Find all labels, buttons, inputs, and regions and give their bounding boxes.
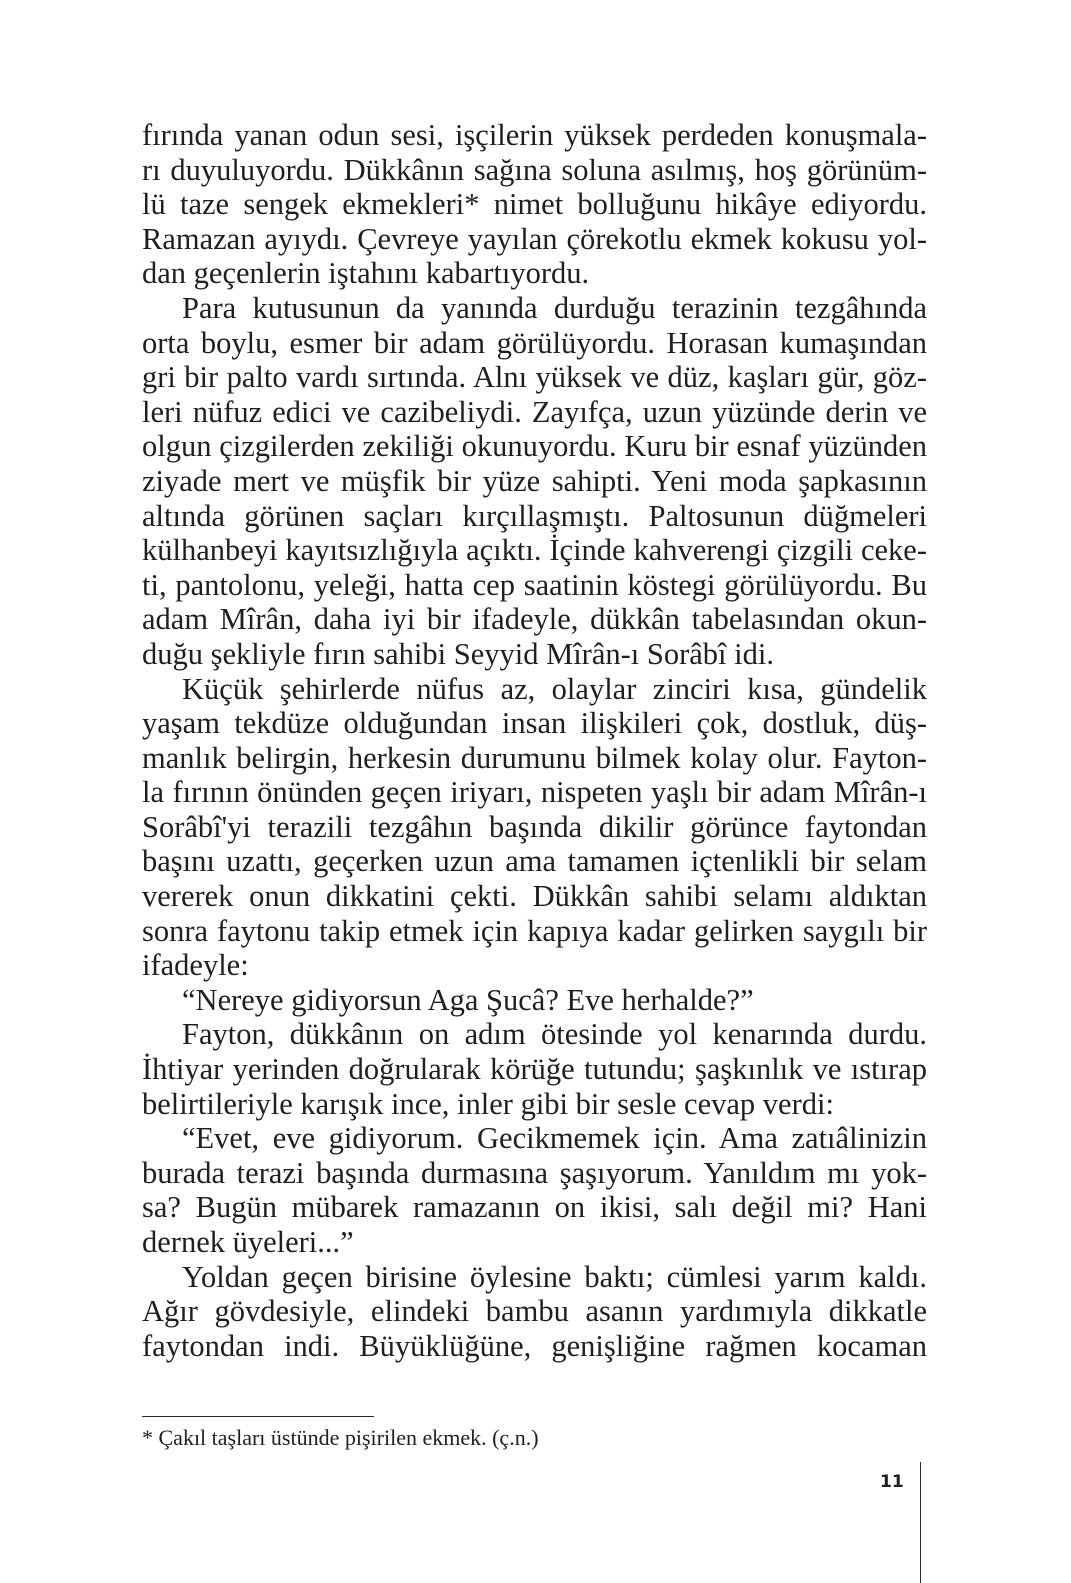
body-line: burada terazi başında durmasına şaşıyorum. Yanıldım mı yok- xyxy=(142,1155,927,1190)
body-line: vererek onun dikkatini çekti. Dükkân sahibi selamı aldıktan xyxy=(142,879,927,914)
paragraph-start-line: Yoldan geçen birisine öylesine baktı; cümlesi yarım kaldı. xyxy=(182,1259,927,1294)
body-line: külhanbeyi kayıtsızlığıyla açıktı. İçinde kahverengi çizgili ceke- xyxy=(142,533,927,568)
body-line: lü taze sengek ekmekleri* nimet bolluğunu hikâye ediyordu. xyxy=(142,187,927,222)
body-line: dan geçenlerin iştahını kabartıyordu. xyxy=(142,256,590,291)
body-line: Sorâbî'yi terazili tezgâhın başında dikilir görünce faytondan xyxy=(142,809,927,844)
body-line: adam Mîrân, daha iyi bir ifadeyle, dükkân tabelasından okun- xyxy=(142,602,927,637)
body-line: olgun çizgilerden zekiliği okunuyordu. Kuru bir esnaf yüzünden xyxy=(142,429,927,464)
body-line: faytondan indi. Büyüklüğüne, genişliğine rağmen kocaman xyxy=(142,1328,927,1363)
body-line: duğu şekliyle fırın sahibi Seyyid Mîrân-ı Sorâbî idi. xyxy=(142,636,774,671)
dialogue-line: “Nereye gidiyorsun Aga Şucâ? Eve herhalde?” xyxy=(182,982,754,1017)
body-line: ti, pantolonu, yeleği, hatta cep saatinin köstegi görülüyordu. Bu xyxy=(142,567,927,602)
body-line: sa? Bugün mübarek ramazanın on ikisi, salı değil mi? Hani xyxy=(142,1190,927,1225)
body-line: İhtiyar yerinden doğrularak körüğe tutundu; şaşkınlık ve ıstırap xyxy=(142,1052,927,1087)
body-line: la fırının önünden geçen iriyarı, nispeten yaşlı bir adam Mîrân-ı xyxy=(142,775,927,810)
body-line: Ramazan ayıydı. Çevreye yayılan çörekotlu ekmek kokusu yol- xyxy=(142,221,927,256)
body-line: ziyade mert ve müşfik bir yüze sahipti. Yeni moda şapkasının xyxy=(142,463,927,498)
body-line: sonra faytonu takip etmek için kapıya kadar gelirken saygılı bir xyxy=(142,913,927,948)
body-line: gri bir palto vardı sırtında. Alnı yüksek ve düz, kaşları gür, göz- xyxy=(142,360,927,395)
page-number: 11 xyxy=(880,1472,904,1492)
body-text xyxy=(142,118,927,1363)
margin-rule xyxy=(920,1462,921,1583)
body-line: Ağır gövdesiyle, elindeki bambu asanın yardımıyla dikkatle xyxy=(142,1294,927,1329)
body-line: ifadeyle: xyxy=(142,948,249,983)
body-line: leri nüfuz edici ve cazibeliydi. Zayıfça, uzun yüzünde derin ve xyxy=(142,394,927,429)
body-line: yaşam tekdüze olduğundan insan ilişkileri çok, dostluk, düş- xyxy=(142,706,927,741)
body-line: dernek üyeleri...” xyxy=(142,1225,354,1259)
paragraph-start-line: Para kutusunun da yanında durduğu terazinin tezgâhında xyxy=(182,290,927,325)
body-line: başını uzattı, geçerken uzun ama tamamen içtenlikli bir selam xyxy=(142,844,927,879)
body-line: rı duyuluyordu. Dükkânın sağına soluna asılmış, hoş görünüm- xyxy=(142,152,927,187)
paragraph-start-line: Küçük şehirlerde nüfus az, olaylar zinciri kısa, gündelik xyxy=(182,671,927,706)
footnote: * Çakıl taşları üstünde pişirilen ekmek. (ç.n.) xyxy=(142,1425,539,1450)
body-line: belirtileriyle karışık ince, inler gibi bir sesle cevap verdi: xyxy=(142,1086,834,1121)
paragraph-start-line: Fayton, dükkânın on adım ötesinde yol kenarında durdu. xyxy=(182,1017,927,1052)
body-line: fırında yanan odun sesi, işçilerin yüksek perdeden konuşmala- xyxy=(142,118,927,152)
body-line: orta boylu, esmer bir adam görülüyordu. Horasan kumaşından xyxy=(142,325,927,360)
footnote-divider xyxy=(142,1416,374,1417)
body-line: altında görünen saçları kırçıllaşmıştı. Paltosunun düğmeleri xyxy=(142,498,927,533)
body-line: manlık belirgin, herkesin durumunu bilmek kolay olur. Fayton- xyxy=(142,740,927,775)
dialogue-line: “Evet, eve gidiyorum. Gecikmemek için. Ama zatıâlinizin xyxy=(182,1121,927,1156)
